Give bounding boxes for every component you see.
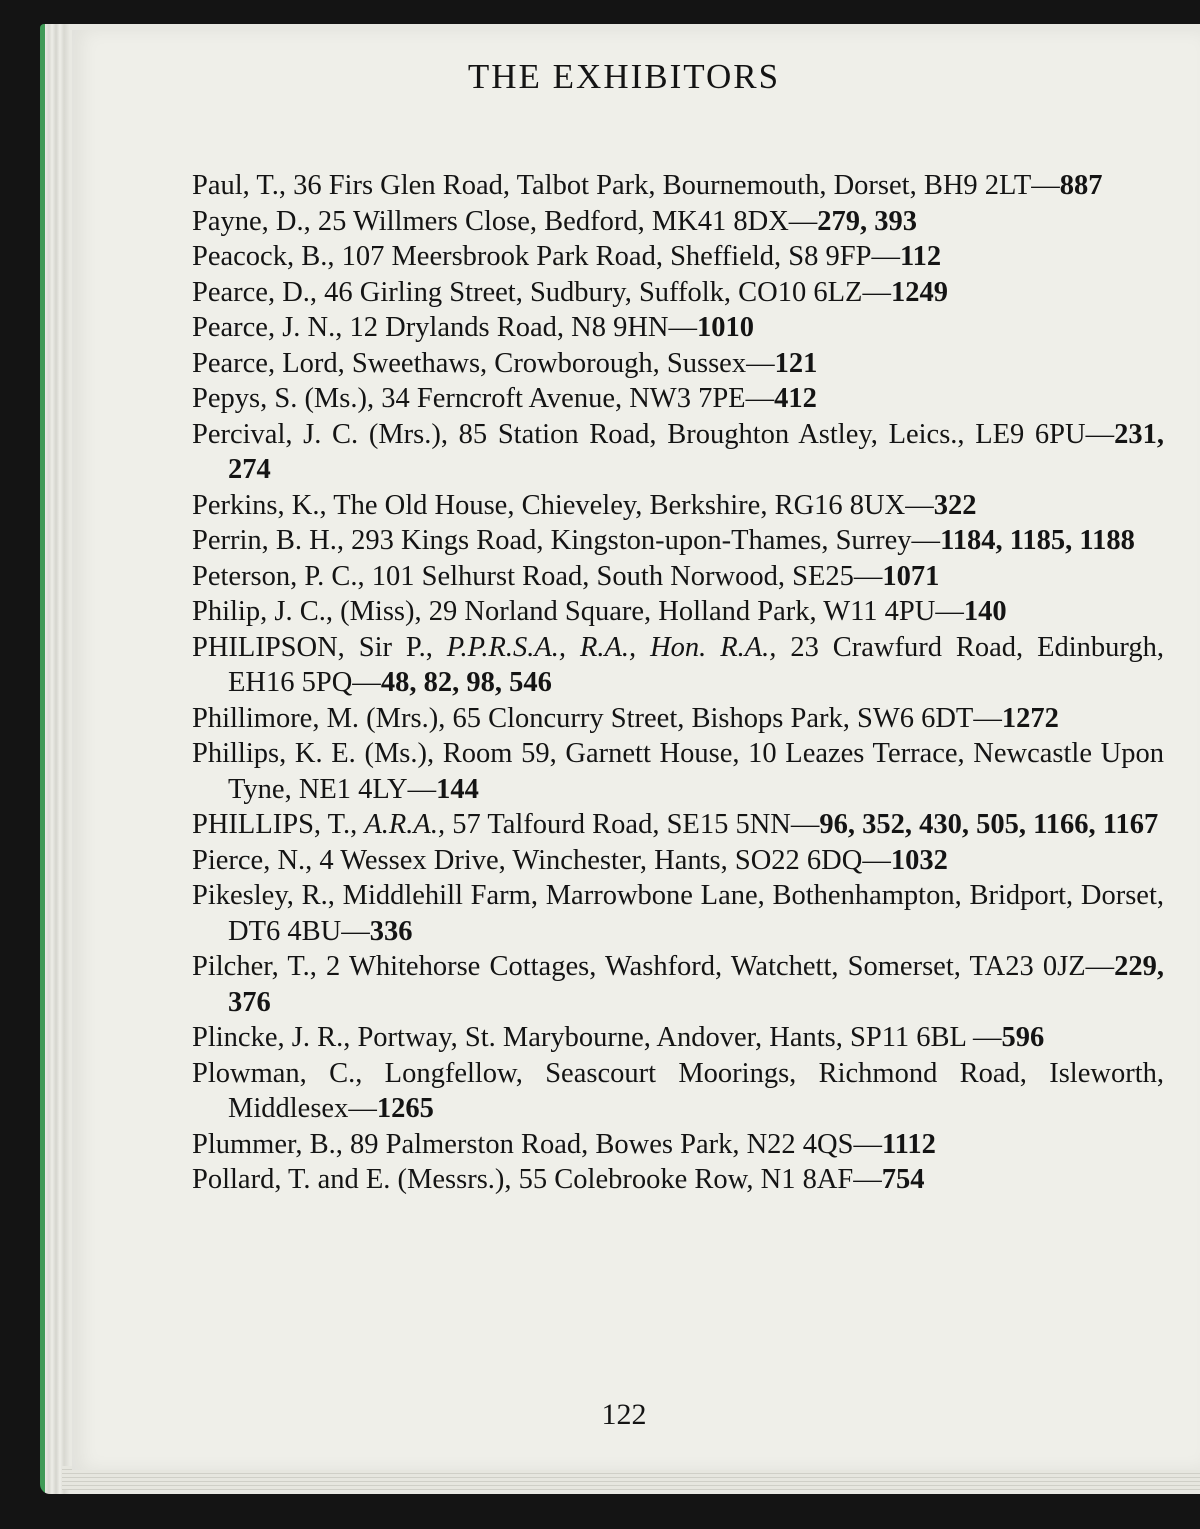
exhibitor-entry: Philip, J. C., (Miss), 29 Norland Square, Holland Park, W11 4PU—140	[192, 596, 1007, 627]
exhibitor-entry: Phillips, K. E. (Ms.), Room 59, Garnett House, 10 Leazes Terrace, Newcastle Upon Tyne, NE1 4LY—144	[192, 738, 1164, 805]
exhibitor-entry: Percival, J. C. (Mrs.), 85 Station Road, Broughton Astley, Leics., LE9 6PU—231, 274	[192, 418, 1164, 485]
exhibitor-entry: Plowman, C., Longfellow, Seascourt Moorings, Richmond Road, Isleworth, Middlesex—1265	[192, 1057, 1164, 1124]
exhibitor-entry: Plummer, B., 89 Palmerston Road, Bowes Park, N22 4QS—1112	[192, 1128, 936, 1160]
exhibitor-entry: Pearce, J. N., 12 Drylands Road, N8 9HN—1010	[192, 312, 754, 343]
exhibitor-entry: Pilcher, T., 2 Whitehorse Cottages, Washford, Watchett, Somerset, TA23 0JZ—229, 376	[192, 951, 1164, 1018]
exhibitor-list	[192, 168, 1164, 1198]
exhibitor-entry: Paul, T., 36 Firs Glen Road, Talbot Park, Bournemouth, Dorset, BH9 2LT—887	[192, 170, 1103, 201]
exhibitor-entry: Perkins, K., The Old House, Chieveley, Berkshire, RG16 8UX—322	[192, 489, 977, 521]
page-number: 122	[601, 1398, 647, 1431]
exhibitor-entry: Pikesley, R., Middlehill Farm, Marrowbone Lane, Bothenhampton, Bridport, Dorset, DT6 4BU—336	[192, 880, 1164, 947]
exhibitor-entry: Peterson, P. C., 101 Selhurst Road, South Norwood, SE25—1071	[192, 560, 940, 592]
exhibitor-entry: Pierce, N., 4 Wessex Drive, Winchester, Hants, SO22 6DQ—1032	[192, 844, 948, 876]
exhibitor-entry: Phillimore, M. (Mrs.), 65 Cloncurry Street, Bishops Park, SW6 6DT—1272	[192, 702, 1059, 734]
exhibitor-entry: Plincke, J. R., Portway, St. Marybourne, Andover, Hants, SP11 6BL —596	[192, 1022, 1045, 1053]
exhibitor-entry: Peacock, B., 107 Meersbrook Park Road, Sheffield, S8 9FP—112	[192, 241, 942, 272]
exhibitor-entry: Payne, D., 25 Willmers Close, Bedford, MK41 8DX—279, 393	[192, 205, 918, 237]
exhibitor-entry: PHILIPSON, Sir P., P.P.R.S.A., R.A., Hon. R.A., 23 Crawfurd Road, Edinburgh, EH16 5PQ—48, 82, 98, 546	[192, 631, 1164, 698]
exhibitor-entry: Perrin, B. H., 293 Kings Road, Kingston-upon-Thames, Surrey—1184, 1185, 1188	[192, 525, 1135, 556]
exhibitor-entry: Pearce, Lord, Sweethaws, Crowborough, Sussex—121	[192, 347, 818, 379]
exhibitor-entry: Pepys, S. (Ms.), 34 Ferncroft Avenue, NW3 7PE—412	[192, 383, 817, 414]
exhibitor-entry: Pollard, T. and E. (Messrs.), 55 Colebrooke Row, N1 8AF—754	[192, 1164, 925, 1195]
exhibitor-entry: PHILLIPS, T., A.R.A., 57 Talfourd Road, SE15 5NN—96, 352, 430, 505, 1166, 1167	[192, 809, 1159, 840]
page-title: THE EXHIBITORS	[467, 57, 781, 96]
exhibitor-entry: Pearce, D., 46 Girling Street, Sudbury, Suffolk, CO10 6LZ—1249	[192, 276, 948, 308]
